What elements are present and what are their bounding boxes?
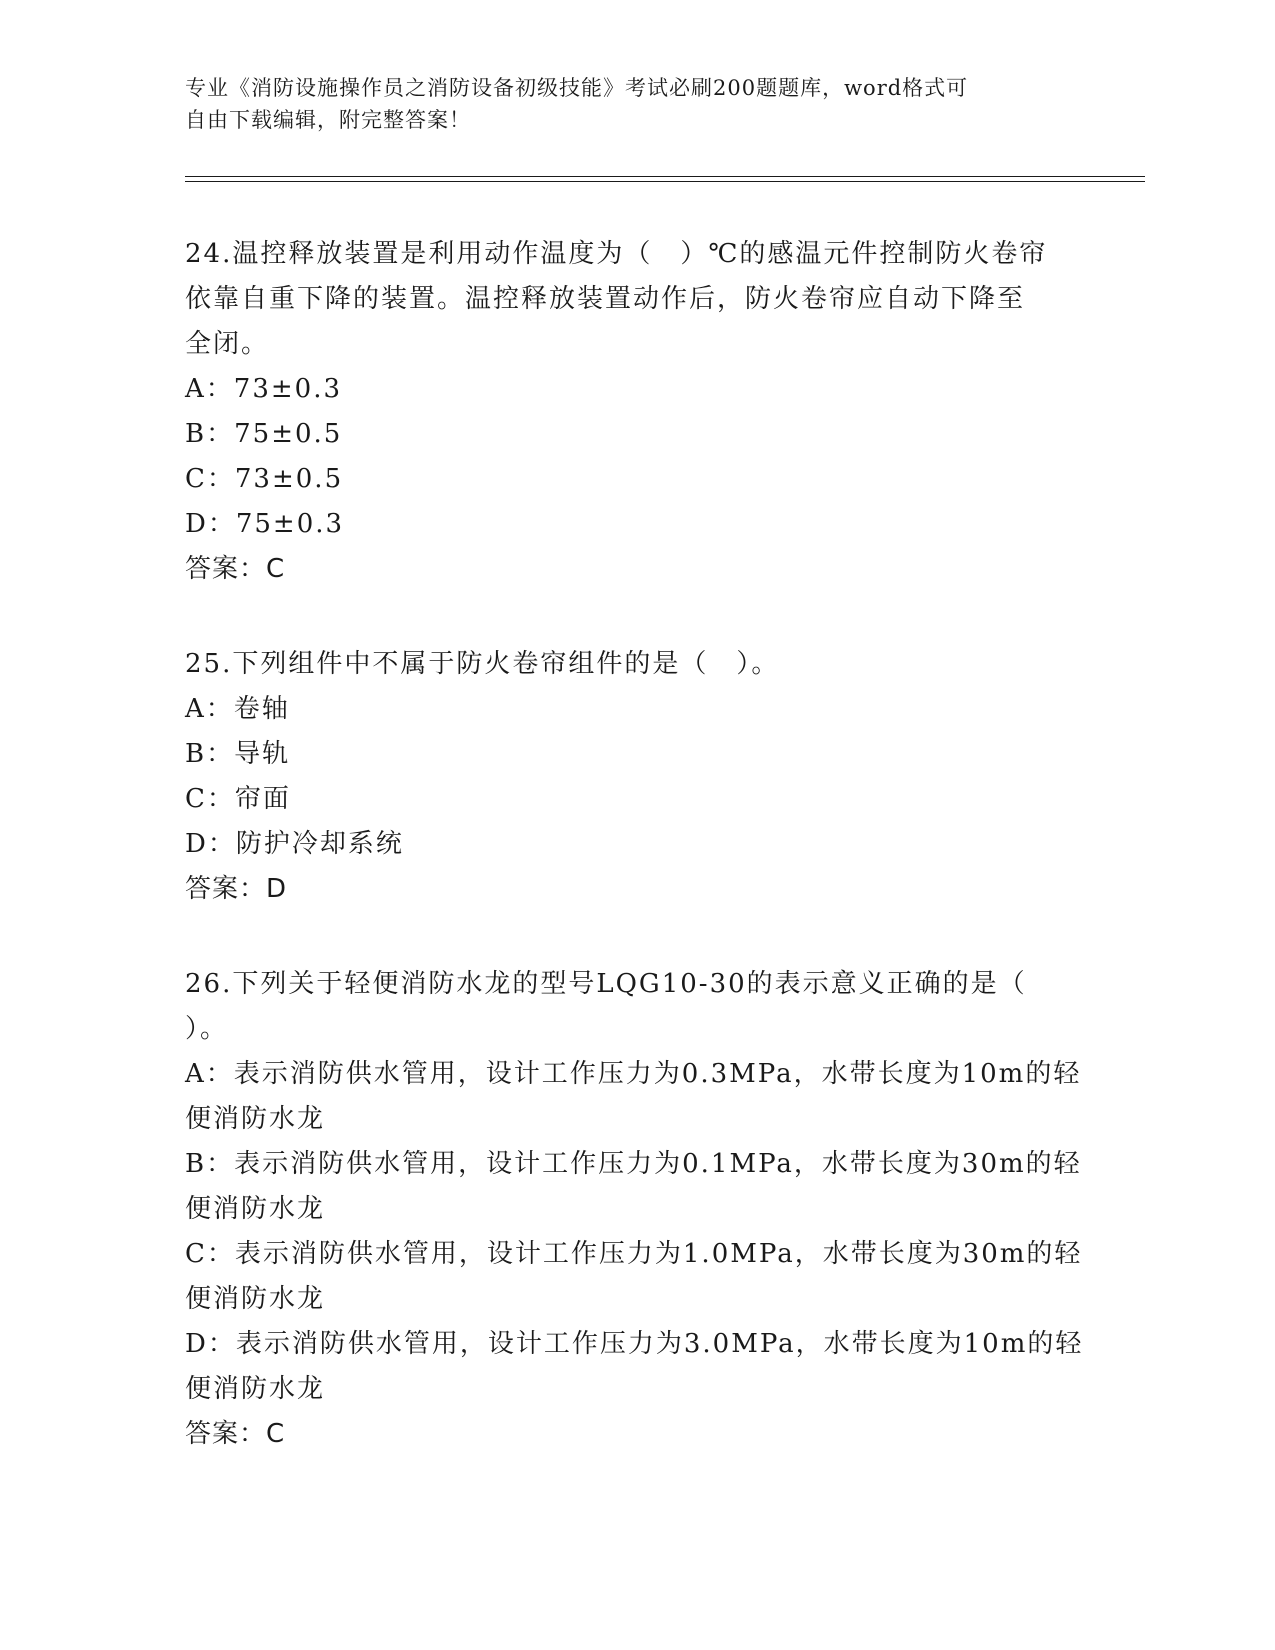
option-c: C：帘面 bbox=[185, 784, 291, 814]
option-b: B：75±0.5 bbox=[185, 419, 343, 449]
question-25 bbox=[185, 642, 1085, 912]
question-stem-line: 全闭。 bbox=[185, 329, 270, 359]
question-26 bbox=[185, 962, 1085, 1457]
header-line: 自由下载编辑，附完整答案！ bbox=[185, 108, 471, 132]
option-b-continued: 便消防水龙 bbox=[185, 1194, 326, 1224]
question-stem-line: 24.温控释放装置是利用动作温度为（ ）℃的感温元件控制防火卷帘 bbox=[185, 239, 1048, 269]
question-stem-line: 25.下列组件中不属于防火卷帘组件的是（ ）。 bbox=[185, 649, 780, 679]
option-c: C：73±0.5 bbox=[185, 464, 344, 494]
answer: 答案：C bbox=[185, 1419, 286, 1449]
question-stem-line: ）。 bbox=[185, 1014, 229, 1044]
option-a: A：表示消防供水管用，设计工作压力为0.3MPa，水带长度为10m的轻 bbox=[185, 1059, 1082, 1089]
document-header bbox=[185, 72, 1065, 136]
option-c: C：表示消防供水管用，设计工作压力为1.0MPa，水带长度为30m的轻 bbox=[185, 1239, 1083, 1269]
option-d: D：防护冷却系统 bbox=[185, 829, 404, 859]
header-line: 专业《消防设施操作员之消防设备初级技能》考试必刷200题题库，word格式可 bbox=[185, 76, 969, 100]
option-d: D：表示消防供水管用，设计工作压力为3.0MPa，水带长度为10m的轻 bbox=[185, 1329, 1084, 1359]
question-24 bbox=[185, 232, 1085, 592]
header-divider bbox=[185, 176, 1145, 177]
option-b: B：导轨 bbox=[185, 739, 291, 769]
option-a-continued: 便消防水龙 bbox=[185, 1104, 326, 1134]
answer: 答案：D bbox=[185, 874, 288, 904]
header-divider bbox=[185, 181, 1145, 182]
question-stem-line: 依靠自重下降的装置。温控释放装置动作后，防火卷帘应自动下降至 bbox=[185, 284, 1026, 314]
answer: 答案：C bbox=[185, 554, 286, 584]
option-d: D：75±0.3 bbox=[185, 509, 345, 539]
option-c-continued: 便消防水龙 bbox=[185, 1284, 326, 1314]
question-stem-line: 26.下列关于轻便消防水龙的型号LQG10-30的表示意义正确的是（ bbox=[185, 969, 1027, 999]
option-a: A：卷轴 bbox=[185, 694, 290, 724]
option-b: B：表示消防供水管用，设计工作压力为0.1MPa，水带长度为30m的轻 bbox=[185, 1149, 1082, 1179]
option-a: A：73±0.3 bbox=[185, 374, 342, 404]
option-d-continued: 便消防水龙 bbox=[185, 1374, 326, 1404]
